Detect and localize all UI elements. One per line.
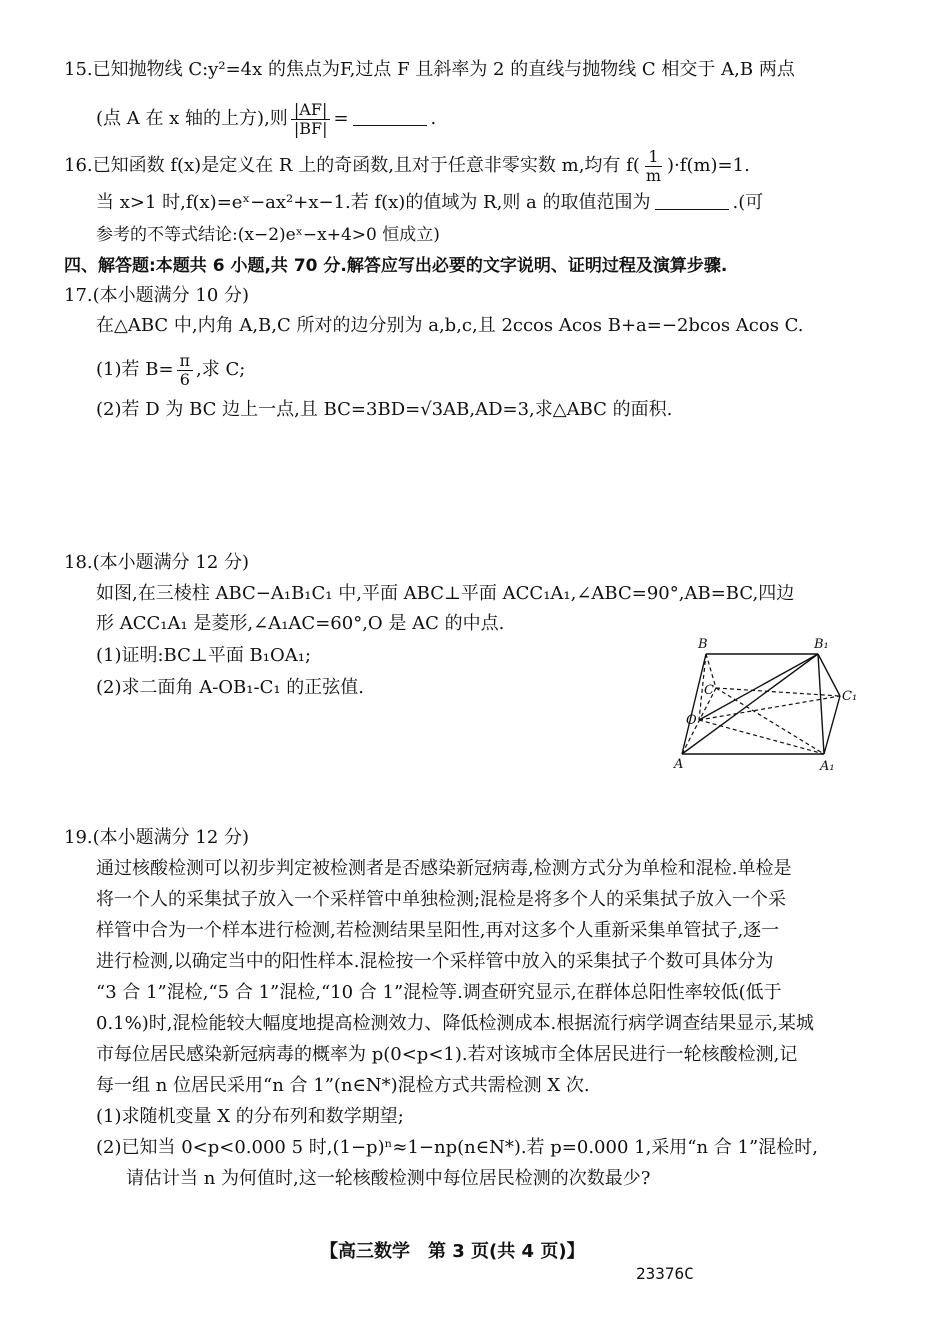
q15-line2-prefix: (点 A 在 x 轴的上方),则	[96, 108, 288, 129]
label-B: B	[698, 637, 708, 652]
label-A1: A₁	[820, 759, 835, 774]
q15-frac-den: |BF|	[293, 118, 328, 138]
q18-stem1: 如图,在三棱柱 ABC−A₁B₁C₁ 中,平面 ABC⊥平面 ACC₁A₁,∠ABC=90°,AB=BC,四边	[96, 583, 795, 604]
q19-line-1: 将一个人的采集拭子放入一个采样管中单独检测;混检是将多个人的采集拭子放入一个采	[96, 889, 787, 910]
q15-line1: 15.已知抛物线 C:y²=4x 的焦点为F,过点 F 且斜率为 2 的直线与抛物线 C 相交于 A,B 两点	[64, 59, 795, 80]
q19-part2a: (2)已知当 0<p<0.000 5 时,(1−p)ⁿ≈1−np(n∈N*).若 p=0.000 1,采用“n 合 1”混检时,	[96, 1137, 818, 1158]
q16-line3: 参考的不等式结论:(x−2)eˣ−x+4>0 恒成立)	[96, 225, 440, 245]
q18-stem2: 形 ACC₁A₁ 是菱形,∠A₁AC=60°,O 是 AC 的中点.	[96, 613, 505, 634]
q17-frac-den: 6	[179, 369, 190, 389]
page-footer: 【高三数学 第 3 页(共 4 页)】	[320, 1241, 585, 1262]
q16-line1-suffix: ·f(m)=1.	[674, 155, 750, 176]
q19-part1: (1)求随机变量 X 的分布列和数学期望;	[96, 1106, 404, 1127]
label-B1: B₁	[814, 637, 829, 652]
q15-line2	[96, 99, 436, 139]
q17-part1	[96, 350, 245, 390]
exam-code: 23376C	[636, 1264, 694, 1283]
q16-answer-blank	[655, 191, 729, 210]
q19-line-7: 每一组 n 位居民采用“n 合 1”(n∈N*)混检方式共需检测 X 次.	[96, 1075, 590, 1096]
edge-OB1	[699, 654, 818, 720]
q19-line-5: 0.1%)时,混检能较大幅度地提高检测效力、降低检测成本.根据流行病学调查结果显示,某城	[96, 1013, 814, 1034]
label-C: C	[704, 683, 714, 698]
q19-line-4: “3 合 1”混检,“5 合 1”混检,“10 合 1”混检等.调查研究显示,在群体总阳性率较低(低于	[96, 982, 782, 1003]
q16-frac-den: m	[645, 165, 662, 185]
label-O: O	[686, 713, 697, 728]
q15-frac-num: |AF|	[291, 101, 330, 120]
q17-head: 17.(本小题满分 10 分)	[64, 285, 250, 306]
edge-C1A1	[824, 696, 840, 754]
q19-line-6: 市每位居民感染新冠病毒的概率为 p(0<p<1).若对该城市全体居民进行一轮核酸检测,记	[96, 1044, 798, 1065]
q16-fraction	[643, 148, 664, 185]
q15-fraction	[291, 101, 331, 138]
q16-line1: 16.已知函数 f(x)是定义在 R 上的奇函数,且对于任意非零实数 m,均有 f( $\frac{1}{m}$ )·f(m)=1.	[64, 146, 750, 185]
q17-p1-prefix: (1)若 B=	[96, 359, 174, 380]
q18-part2: (2)求二面角 A-OB₁-C₁ 的正弦值.	[96, 677, 365, 698]
q16-line1-prefix: 16.已知函数 f(x)是定义在 R 上的奇函数,且对于任意非零实数 m,均有 f	[64, 155, 633, 176]
q18-part1: (1)证明:BC⊥平面 B₁OA₁;	[96, 645, 312, 666]
q19-line-0: 通过核酸检测可以初步判定被检测者是否感染新冠病毒,检测方式分为单检和混检.单检是	[96, 858, 792, 879]
label-A: A	[674, 757, 684, 772]
q19-part2b: 请估计当 n 为何值时,这一轮核酸检测中每位居民检测的次数最少?	[126, 1168, 651, 1189]
edge-OA1	[699, 720, 824, 754]
q15-line2-suffix: =	[333, 108, 349, 129]
section-heading: 四、解答题:本题共 6 小题,共 70 分.解答应写出必要的文字说明、证明过程及演算步骤.	[64, 256, 728, 276]
q17-frac-num: π	[177, 352, 194, 371]
q16-line2-prefix: 当 x>1 时,f(x)=eˣ−ax²+x−1.若 f(x)的值域为 R,则 a 的取值范围为	[96, 192, 651, 213]
q16-frac-num: 1	[645, 148, 661, 167]
edge-B1A1	[818, 654, 824, 754]
q17-part2: (2)若 D 为 BC 边上一点,且 BC=3BD=√3AB,AD=3,求△ABC 的面积.	[96, 399, 673, 420]
q16-line2-suffix: .(可	[732, 192, 764, 213]
q19-line-3: 进行检测,以确定当中的阳性样本.混检按一个采样管中放入的采集拭子个数可具体分为	[96, 951, 774, 972]
q16-line2	[96, 189, 763, 217]
q17-fraction	[177, 352, 194, 389]
q19-line-2: 样管中合为一个样本进行检测,若检测结果呈阳性,再对这多个人重新采集单管拭子,逐一	[96, 920, 780, 941]
prism-figure	[672, 634, 872, 774]
q17-stem: 在△ABC 中,内角 A,B,C 所对的边分别为 a,b,c,且 2ccos Acos B+a=−2bcos Acos C.	[96, 315, 804, 336]
edge-CA1	[716, 688, 824, 754]
edge-CC1	[716, 688, 840, 696]
q18-head: 18.(本小题满分 12 分)	[64, 552, 250, 573]
edge-B1C1	[818, 654, 840, 696]
q19-head: 19.(本小题满分 12 分)	[64, 827, 250, 848]
label-C1: C₁	[842, 689, 858, 704]
q15-line2-end: .	[430, 108, 437, 129]
q17-p1-suffix: ,求 C;	[196, 359, 246, 380]
q15-answer-blank	[353, 107, 427, 126]
